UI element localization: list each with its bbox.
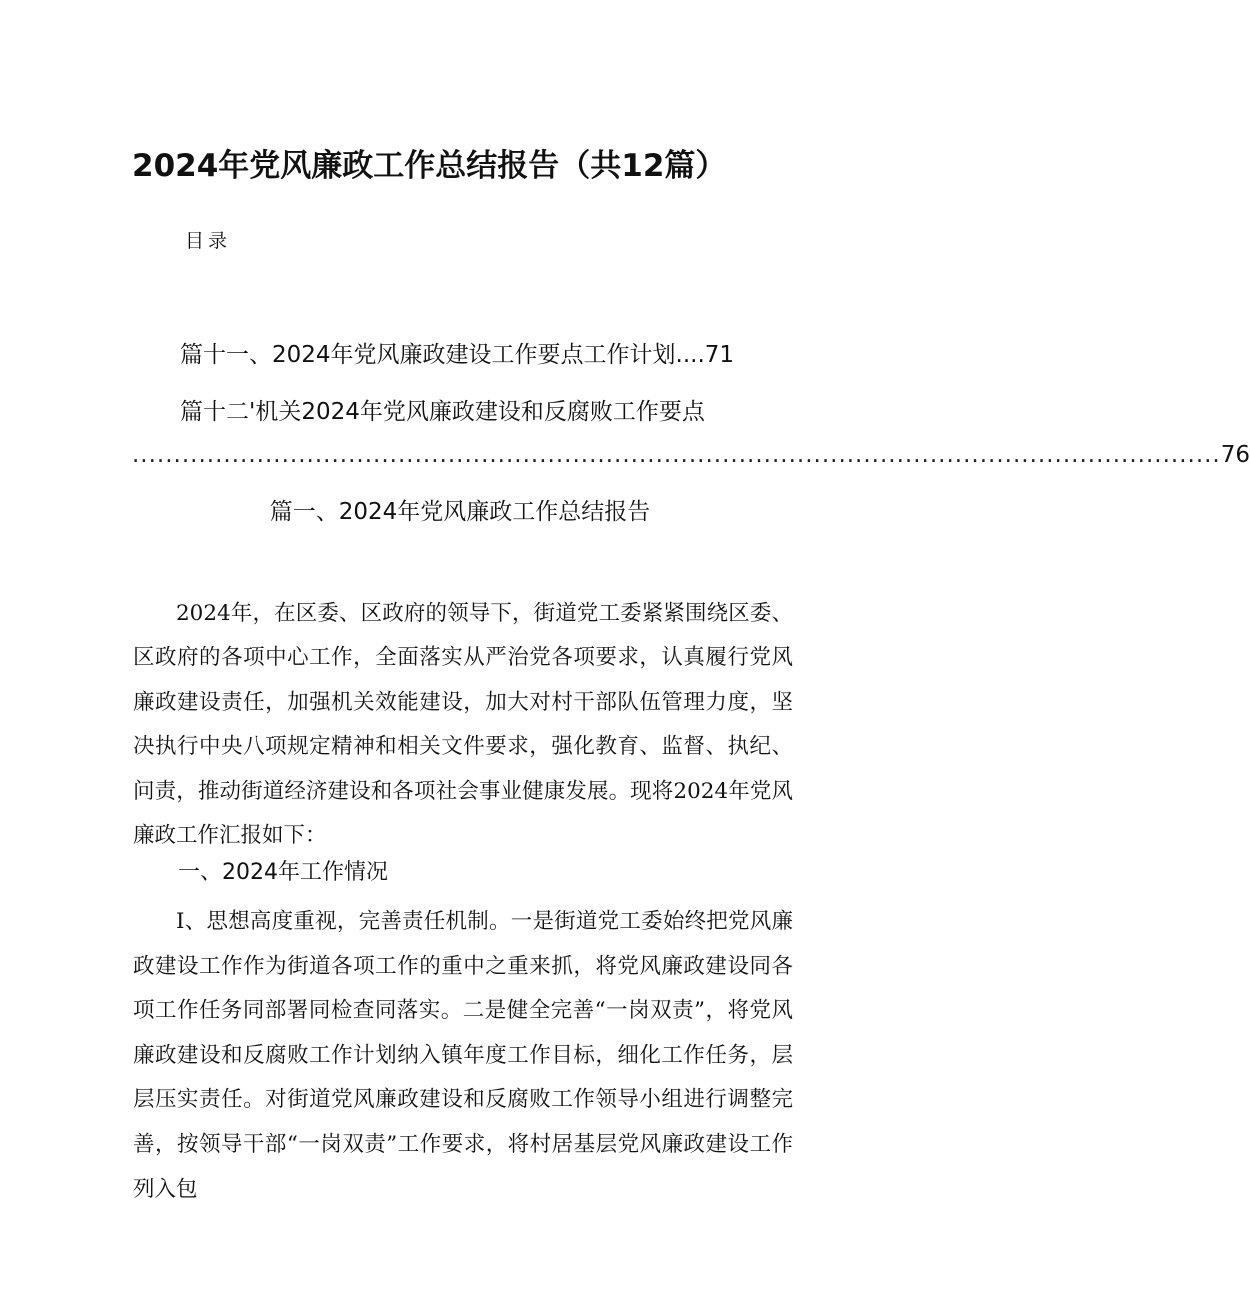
paragraph-responsibility: I、思想高度重视，完善责任机制。一是街道党工委始终把党风廉政建设工作作为街道各项工作的重中之重来抓，将党风廉政建设同各项工作任务同部署同检查同落实。二是健全完善“一岗双责”，将党风廉政建设和反腐败工作计划纳入镇年度工作目标，细化工作任务，层层压实责任。对街道党风廉政建设和反腐败工作领导小组进行调整完善，按领导干部“一岗双责”工作要求，将村居基层党风廉政建设工作列入包	[133, 909, 793, 1202]
toc-entry-12-leader	[132, 442, 1250, 468]
toc-label: 目录	[185, 230, 232, 252]
toc-page-number: 76	[1220, 442, 1250, 468]
toc-leader-dots: ...................................................................................................................................	[132, 442, 1221, 468]
heading-work-status: 一、2024年工作情况	[178, 860, 388, 885]
document-title: 2024年党风廉政工作总结报告（共12篇）	[132, 148, 727, 184]
toc-entry-11[interactable]: 篇十一、2024年党风廉政建设工作要点工作计划....71	[180, 342, 735, 368]
toc-entry-12[interactable]: 篇十二'机关2024年党风廉政建设和反腐败工作要点	[180, 399, 705, 425]
intro-paragraph: 2024年，在区委、区政府的领导下，街道党工委紧紧围绕区委、区政府的各项中心工作，全面落实从严治党各项要求，认真履行党风廉政建设责任，加强机关效能建设，加大对村干部队伍管理力度，坚决执行中央八项规定精神和相关文件要求，强化教育、监督、执纪、问责，推动街道经济建设和各项社会事业健康发展。现将2024年党风廉政工作汇报如下：	[133, 601, 793, 849]
section-title: 篇一、2024年党风廉政工作总结报告	[269, 499, 651, 525]
